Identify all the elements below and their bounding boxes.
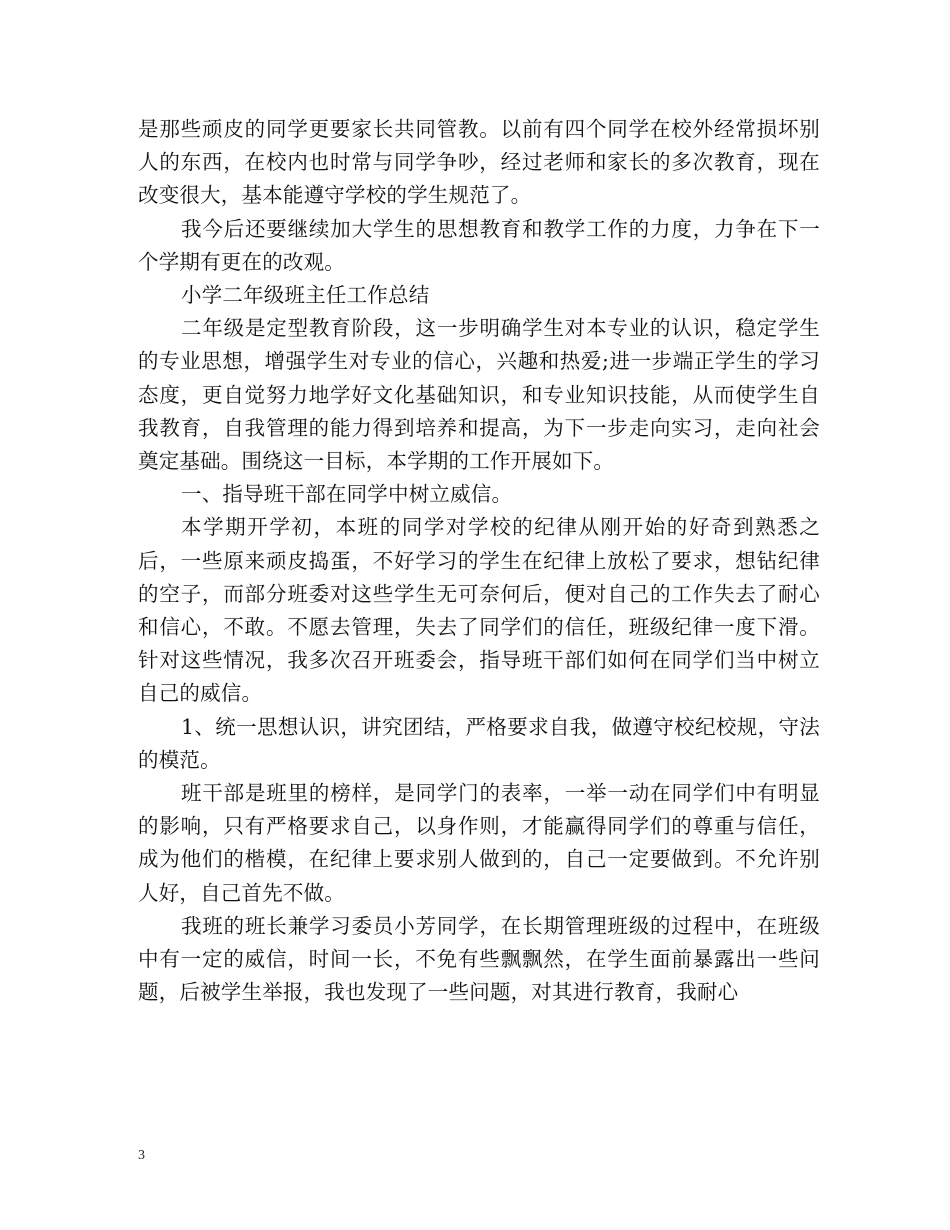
paragraph-2: 我今后还要继续加大学生的思想教育和教学工作的力度，力争在下一个学期有更在的改观。 (138, 216, 820, 274)
paragraph-1: 是那些顽皮的同学更要家长共同管教。以前有四个同学在校外经常损坏别人的东西，在校内也时常与同学争吵，经过老师和家长的多次教育，现在改变很大，基本能遵守学校的学生规范了。 (138, 117, 820, 208)
heading-1: 一、指导班干部在同学中树立威信。 (181, 482, 513, 507)
paragraph-6: 我班的班长兼学习委员小芳同学，在长期管理班级的过程中，在班级中有一定的威信，时间一长，不免有些飘飘然，在学生面前暴露出一些问题，后被学生举报，我也发现了一些问题，对其进行教育，我耐心 (138, 913, 820, 1005)
subheading-1: 1、统一思想认识，讲究团结，严格要求自我，做遵守校纪校规，守法的模范。 (138, 714, 820, 772)
section-title: 小学二年级班主任工作总结 (181, 283, 430, 308)
paragraph-4: 本学期开学初，本班的同学对学校的纪律从刚开始的好奇到熟悉之后，一些原来顽皮捣蛋，不好学习的学生在纪律上放松了要求，想钻纪律的空子，而部分班委对这些学生无可奈何后，便对自己的工作失去了耐心和信心，不敢。不愿去管理，失去了同学们的信任，班级纪律一度下滑。针对这些情况，我多次召开班委会，指导班干部们如何在同学们当中树立自己的威信。 (138, 515, 820, 706)
page-number: 3 (138, 1148, 145, 1163)
paragraph-5: 班干部是班里的榜样，是同学门的表率，一举一动在同学们中有明显的影响，只有严格要求自己，以身作则，才能赢得同学们的尊重与信任，成为他们的楷模，在纪律上要求别人做到的，自己一定要做到。不允许别人好，自己首先不做。 (138, 781, 820, 905)
paragraph-3: 二年级是定型教育阶段，这一步明确学生对本专业的认识，稳定学生的专业思想，增强学生对专业的信心，兴趣和热爱;进一步端正学生的学习态度，更自觉努力地学好文化基础知识，和专业知识技能，从而使学生自我教育，自我管理的能力得到培养和提高，为下一步走向实习，走向社会奠定基础。围绕这一目标，本学期的工作开展如下。 (138, 316, 820, 474)
document-body (138, 113, 820, 1009)
